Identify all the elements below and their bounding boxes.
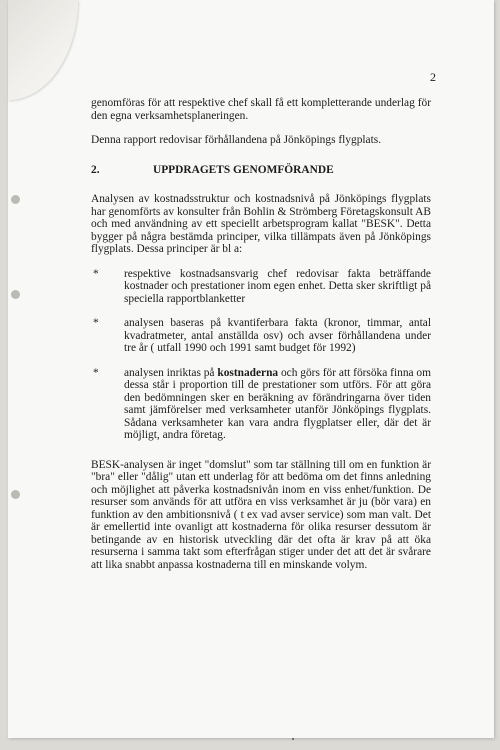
bullet-marker: *	[93, 267, 99, 280]
analysis-paragraph: Analysen av kostnadsstruktur och kostnadsnivå på Jönköpings flygplats har genomförts av konsulter från Bohlin & Strömberg Företagskonsult AB och med användning av ett speciellt arbetsprogram kallat "BESK". Detta bygger på några bestämda principer, vilka tillämpats även på Jönköpings flygplats. Dessa principer är bl a:	[91, 193, 431, 255]
page-body	[91, 97, 431, 571]
binder-hole	[11, 195, 20, 204]
bullet-item	[91, 317, 431, 355]
besk-paragraph: BESK-analysen är inget "domslut" som tar ställning till om en funktion är "bra" eller "dålig" utan ett underlag för att bedöma om det finns anledning och möjlighet att påverka kostnadsnivån inom en viss enhet/funktion. De resurser som används för att utföra en viss verksamhet är ju (bör vara) en funktion av den ambitionsnivå ( t ex vad avser service) som man valt. Det är emellertid inte ovanligt att kostnaderna för olika resurser dessutom är betingande av en historisk utveckling där det ofta är krav på att öka resurserna i samma takt som efterfrågan stiger under det att det är svårare att lika snabbt anpassa kostnaderna till en minskande volym.	[91, 458, 431, 571]
section-heading	[91, 164, 431, 177]
bullet-item	[91, 367, 431, 442]
bullet-text-emphasis: kostnaderna	[217, 366, 279, 379]
section-title: UPPDRAGETS GENOMFÖRANDE	[153, 163, 334, 176]
page-number: 2	[430, 70, 436, 84]
bullet-text: respektive kostnadsansvarig chef redovisar fakta beträffande kostnader och prestationer inom egen enhet. Detta sker skriftligt på speciella rapportblanketter	[124, 267, 431, 305]
scan-speck	[292, 738, 294, 740]
bullet-marker: *	[93, 317, 99, 329]
bullet-text-start: analysen inriktas på	[124, 366, 215, 379]
intro-paragraph: genomföras för att respektive chef skall få ett kompletterande underlag för den egna verksamhetsplaneringen.	[91, 97, 431, 122]
document-page	[8, 0, 494, 738]
bullet-marker: *	[93, 366, 99, 379]
bullet-text: analysen baseras på kvantiferbara fakta (kronor, timmar, antal kvadratmeter, antal anställda osv) och avser förhållandena under tre år ( utfall 1990 och 1991 samt budget för 1992)	[124, 317, 431, 354]
bullet-text	[124, 367, 431, 442]
binder-hole	[11, 490, 20, 499]
section-number: 2.	[91, 163, 100, 176]
bullet-item	[91, 268, 431, 306]
bullet-text-end: och görs för att försöka finna om dessa står i proportion till de prestationer som utförs. För att göra den bedömningen sker en beräkning av förändringarna över tiden samt jämförelser med verksamheter utanför Jönköpings flygplats. Sådana verksamheter kan vara andra flygplatser eller, där det är möjligt, andra företag.	[124, 366, 431, 441]
report-paragraph: Denna rapport redovisar förhållandena på Jönköpings flygplats.	[91, 134, 382, 146]
binder-hole	[11, 290, 20, 299]
folded-corner	[8, 0, 78, 100]
